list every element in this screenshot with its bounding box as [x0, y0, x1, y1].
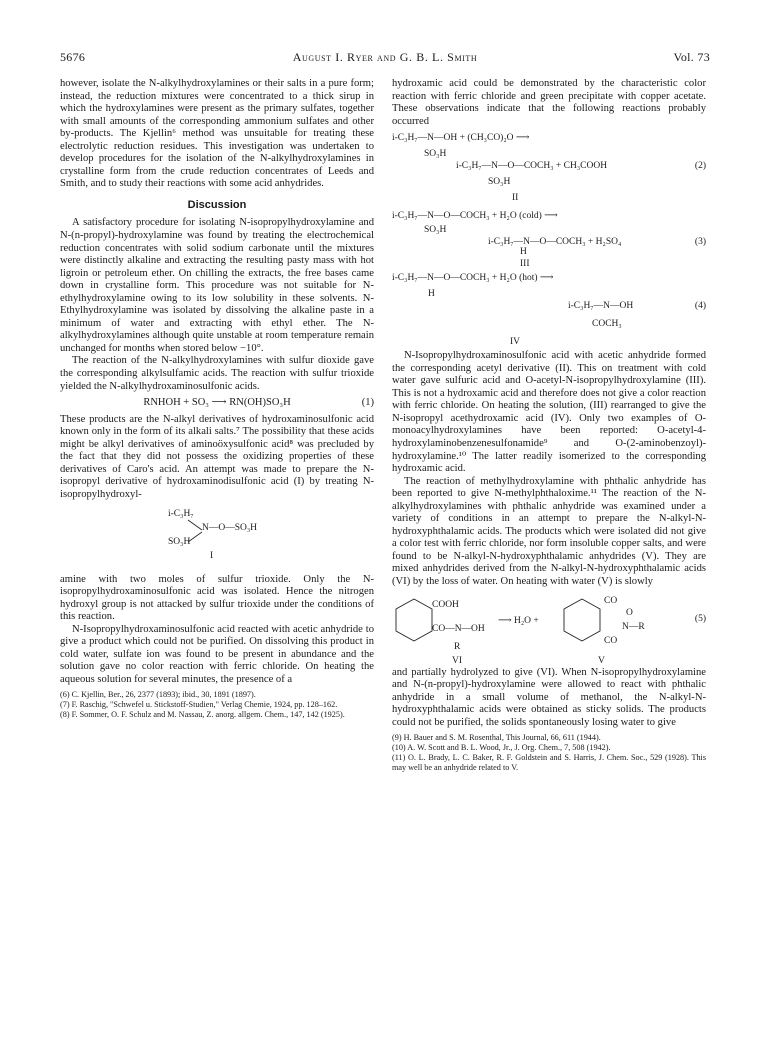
- compound-label: III: [520, 259, 530, 270]
- reaction-line: i-C₃H₇—N—O—COCH₃ + CH₃COOH: [456, 161, 608, 172]
- struct-r: R: [454, 641, 461, 652]
- benzene-ring-left-icon: [394, 597, 434, 643]
- struct-cooh: COOH: [432, 599, 459, 610]
- paragraph: The reaction of the N-alkylhydroxylamines with sulfur dioxide gave the corresponding alkylsulfamic acids. The reaction with sulfur trioxide yielded the N-alkylhydroxaminosulfonic acids.: [60, 355, 374, 392]
- footnote: (7) F. Raschig, "Schwefel u. Stickstoff-Studien," Verlag Chemie, 1924, pp. 128–162.: [60, 700, 338, 710]
- paragraph: The reaction of methylhydroxylamine with phthalic anhydride has been reported to give N-methylphthaloxime.¹¹ The reaction of the N-alkylhydroxylamines with phthalic anhydride was examined under a variety of conditions in an attempt to prepare the N-alkyl-N-hydroxyphthalamic acids. The products which were isolated did not give a color test with ferric chloride, nor form insoluble copper salts, and were found to be N-alkyl-N-hydroxyphthalamic anhydrides (V). They are mixed anhydrides derived from the N-alkyl-N-hydroxyphthalamic acids (VI) by the loss of water. On heating with water (V) is slowly: [392, 475, 706, 588]
- reaction-line: COCH₃: [592, 319, 622, 330]
- reaction-line: i-C₃H₇—N—O—COCH₃ + H₂SO₄: [488, 237, 622, 248]
- reaction-number: (3): [694, 237, 706, 248]
- reaction-3: [392, 210, 706, 272]
- reaction-line: i-C₃H₇—N—O—COCH₃ + H₂O (hot) ⟶: [392, 273, 554, 284]
- compound-label: V: [598, 655, 605, 666]
- reaction-line: H: [520, 247, 527, 258]
- reaction-number: (5): [694, 613, 706, 624]
- reaction-line: SO₃H: [488, 177, 511, 188]
- footnote: (11) O. L. Brady, L. C. Baker, R. F. Goldstein and S. Harris, J. Chem. Soc., 529 (1928). This may well be an anhydride related to V.: [392, 753, 706, 773]
- paragraph: N-Isopropylhydroxaminosulfonic acid reacted with acetic anhydride to give a product which could not be purified. On dissolving this product in cold water, sulfate ion was found to be present in abundance and the solution gave no color reaction with ferric chloride. On heating the aqueous solution for several minutes, the presence of a: [60, 623, 374, 685]
- reaction-line: SO₃H: [424, 225, 447, 236]
- paragraph: amine with two moles of sulfur trioxide. Only the N-isopropylhydroxaminosulfonic acid was isolated. Hence the nitrogen hydroxyl group is not attacked by sulfur trioxide under the conditions of this reaction.: [60, 573, 374, 623]
- paragraph: A satisfactory procedure for isolating N-isopropylhydroxylamine and N-(n-propyl)-hydroxylamine was found by treating the electrochemical reduction concentrates with solid sodium carbonate until the mixtures were distinctly alkaline and extracting the resulting pasty mass with hot ligroin or petroleum ether. On chilling the extracts, the free bases came down in crystalline form. This procedure was not suitable for N-ethylhydroxylamine owing to its low solubility in these solvents. N-Ethylhydroxylamine was isolated by dissolving the alkaline paste in a minimum of water and extracting with ethyl ether. The N-alkylhydroxylamines although quite unstable at room temperature remain unchanged for months when stored below −10°.: [60, 217, 374, 354]
- equation-1: [60, 397, 374, 410]
- footnote: (10) A. W. Scott and B. L. Wood, Jr., J. Org. Chem., 7, 508 (1942).: [392, 743, 611, 753]
- footnotes-right: [392, 733, 706, 773]
- struct-substituent-top: i-C₃H₇: [168, 508, 194, 519]
- struct-co-top: CO: [604, 595, 618, 606]
- right-column: [392, 78, 706, 773]
- reaction-number: (4): [694, 301, 706, 312]
- compound-label: IV: [510, 337, 521, 348]
- volume-label: Vol. 73: [673, 50, 710, 64]
- running-header: [60, 50, 710, 68]
- structure-I: [60, 508, 374, 570]
- struct-main-chain: N—O—SO₃H: [202, 522, 258, 533]
- section-heading-discussion: Discussion: [187, 198, 247, 211]
- footnote: (6) C. Kjellin, Ber., 26, 2377 (1893); ibid., 30, 1891 (1897).: [60, 690, 256, 700]
- reaction-line: H: [428, 289, 435, 300]
- struct-con: CO—N—OH: [432, 623, 485, 634]
- struct-substituent-bottom: SO₃H: [168, 536, 191, 547]
- paragraph: and partially hydrolyzed to give (VI). When N-isopropylhydroxylamine and N-(n-propyl)-hydroxylamine were allowed to react with phthalic anhydride in a small volume of methanol, the N-alkyl-N-hydroxyphthalamic acids were obtained as sticky solids. The products could not be purified, the solids spontaneously losing water to give: [392, 666, 706, 728]
- struct-label: I: [210, 550, 214, 561]
- paragraph: These products are the N-alkyl derivatives of hydroxaminosulfonic acid known only in the form of its alkali salts.⁷ The possibility that these acids might be alkyl derivatives of aminoöxysulfonic acid⁸ was precluded by the fact that they did not possess the oxidizing properties of these derivatives of Caro's acid. An attempt was made to prepare the N-isopropyl derivative of hydroxaminodisulfonic acid (I) by treating N-isopropylhydroxyl-: [60, 413, 374, 500]
- paragraph: N-Isopropylhydroxaminosulfonic acid with acetic anhydride formed the corresponding acetyl derivative (II). This on treatment with cold water gave sulfuric acid and O-acetyl-N-isopropylhydroxylamine (III). This is not a hydroxamic acid and therefore does not give a color reaction with ferric chloride. On heating the solution, (III) rearranged to give the N-isopropyl acethydroxamic acid (IV). Only two examples of O-monoacylhydroxylamines have been reported: O-acetyl-4-hydroxylaminobenzenesulfonamide⁹ and O-(2-aminobenzoyl)-hydroxylamine.¹⁰ The latter readily isomerized to the corresponding hydroxamic acid.: [392, 350, 706, 475]
- running-authors: August I. Ryer and G. B. L. Smith: [292, 50, 478, 64]
- reaction-arrow: ⟶ H₂O +: [498, 615, 539, 626]
- compound-label: II: [512, 193, 519, 204]
- reaction-line: i-C₃H₇—N—OH + (CH₃CO)₂O ⟶: [392, 133, 530, 144]
- paragraph: however, isolate the N-alkylhydroxylamines or their salts in a pure form; instead, the reduction mixtures were concentrated to a thick sirup in which the hydroxylamines were present as the primary sulfates, together with small amounts of the corresponding ammonium sulfates and other by-products. The Kjellin⁶ method was unsuitable for treating these electrolytic reduction residues. This investigation was undertaken to develop procedures for the isolation of the N-alkylhydroxylamines in crystalline form from the crude reduction concentrates of Leeds and Smith, and to study their reactions with some acid anhydrides.: [60, 78, 374, 190]
- compound-label: VI: [452, 655, 463, 666]
- reaction-4: [392, 272, 706, 350]
- footnote: (8) F. Sommer, O. F. Schulz and M. Nassau, Z. anorg. allgem. Chem., 147, 142 (1925).: [60, 710, 345, 720]
- struct-co-bottom: CO: [604, 635, 618, 646]
- equation-text: RNHOH + SO₃ ⟶ RN(OH)SO₃H: [143, 397, 291, 409]
- page-number: 5676: [60, 50, 86, 64]
- reaction-line: i-C₃H₇—N—O—COCH₃ + H₂O (cold) ⟶: [392, 211, 558, 222]
- reaction-2: [392, 132, 706, 210]
- struct-o: O: [626, 607, 633, 618]
- reaction-line: SO₃H: [424, 149, 447, 160]
- struct-nr: N—R: [622, 621, 645, 632]
- reaction-line: i-C₃H₇—N—OH: [568, 301, 634, 312]
- paragraph: hydroxamic acid could be demonstrated by the characteristic color reaction with ferric chloride and green precipitate with copper acetate. These observations indicate that the following reactions probably occurred: [392, 78, 706, 127]
- reaction-number: (2): [694, 161, 706, 172]
- benzene-ring-right-icon: [562, 597, 602, 643]
- footnote: (9) H. Bauer and S. M. Rosenthal, This Journal, 66, 611 (1944).: [392, 733, 601, 743]
- left-column: [60, 78, 374, 720]
- reaction-5: [392, 593, 706, 667]
- equation-number: (1): [361, 397, 374, 409]
- footnotes-left: [60, 690, 374, 720]
